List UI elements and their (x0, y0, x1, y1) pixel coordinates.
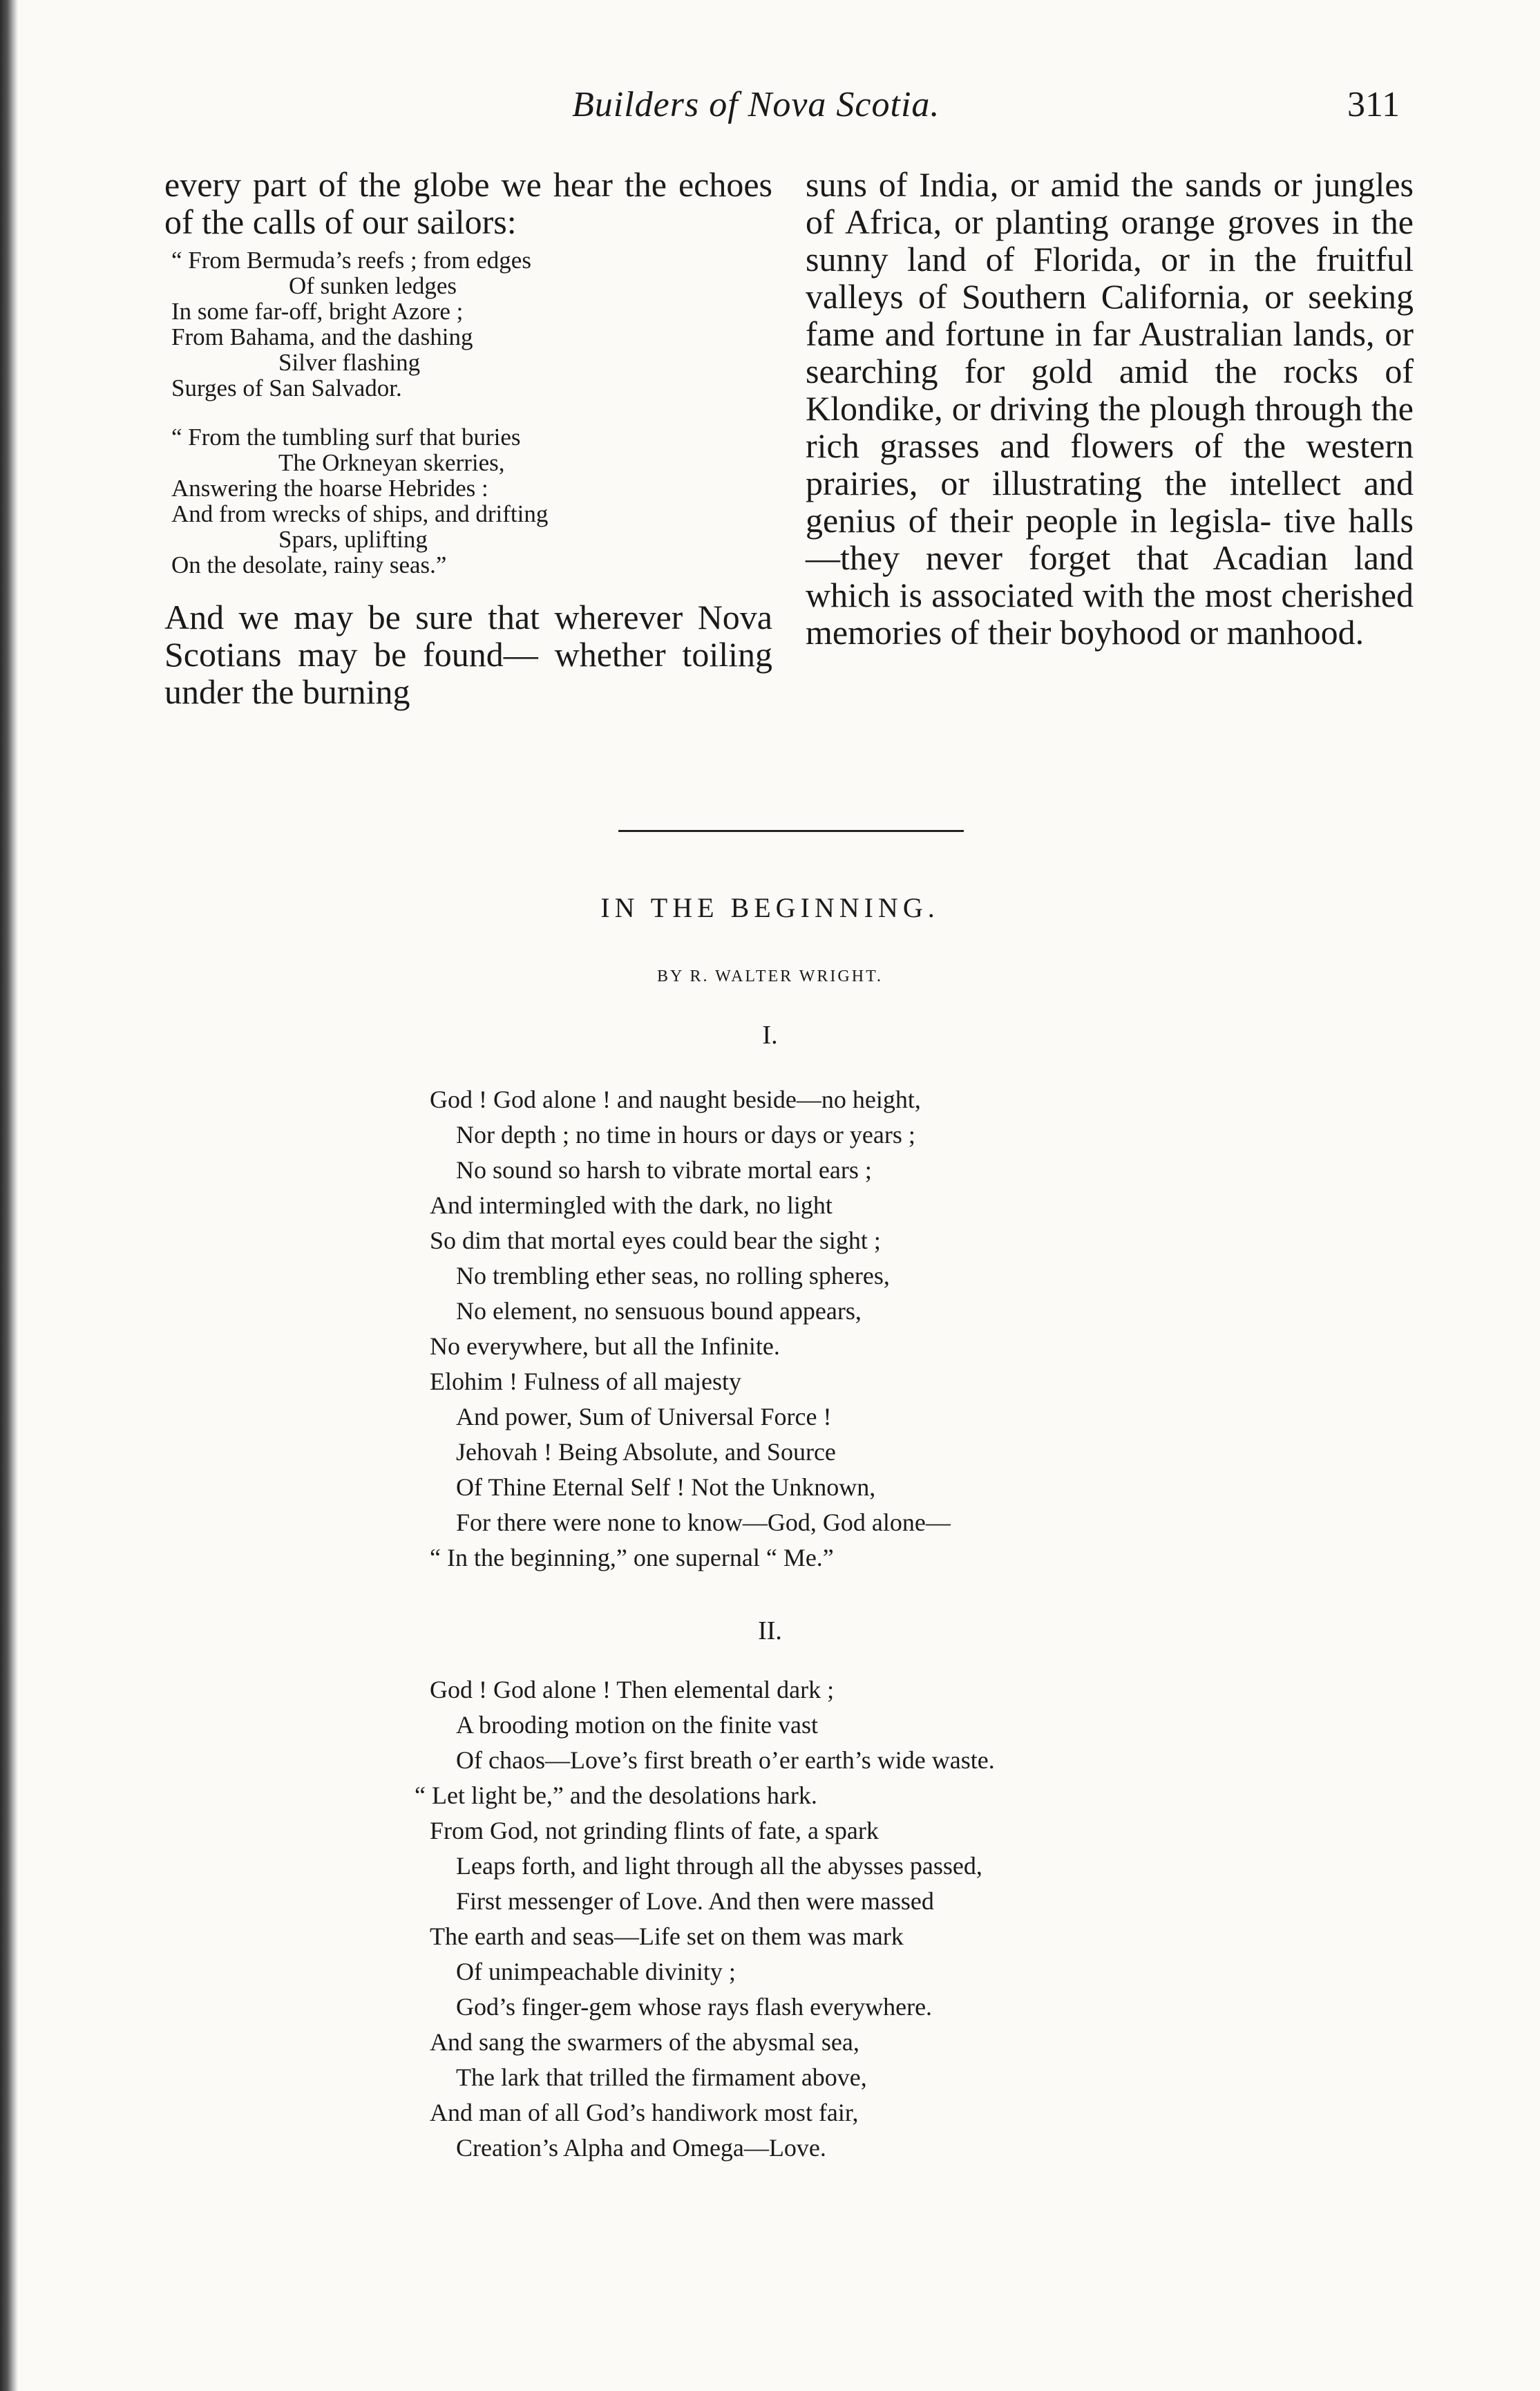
poem-line: From God, not grinding flints of fate, a spark (430, 1817, 879, 1844)
section-number-2: II. (758, 1616, 782, 1645)
poem-line: Of unimpeachable divinity ; (456, 1958, 736, 1985)
poem-line: And power, Sum of Universal Force ! (456, 1403, 832, 1430)
verse-line: The Orkneyan skerries, (278, 449, 505, 476)
left-intro-paragraph: every part of the globe we hear the echoes of the calls of our sailors: (164, 165, 772, 241)
section-divider (618, 830, 964, 832)
poem-line: And man of all God’s handiwork most fair, (430, 2099, 859, 2126)
poem-line: God ! God alone ! Then elemental dark ; (430, 1676, 835, 1703)
poem-line: No sound so harsh to vibrate mortal ears ; (456, 1156, 872, 1184)
verse-line: Of sunken ledges (289, 272, 457, 299)
poem-line: No everywhere, but all the Infinite. (430, 1332, 780, 1360)
poem-line: “ In the beginning,” one supernal “ Me.” (430, 1544, 834, 1571)
verse-line: In some far-off, bright Azore ; (171, 298, 464, 325)
left-closing-paragraph: And we may be sure that wherever Nova Scotians may be found— whether toiling under the burning (164, 598, 772, 711)
quoted-verse-1 (164, 247, 772, 401)
poem-line: God ! God alone ! and naught beside—no height, (430, 1086, 921, 1113)
poem-line: The earth and seas—Life set on them was mark (430, 1922, 904, 1950)
poem-line: Elohim ! Fulness of all majesty (430, 1368, 741, 1395)
poem-line: No trembling ether seas, no rolling spheres, (456, 1262, 890, 1289)
poem-line: First messenger of Love. And then were massed (456, 1887, 934, 1915)
verse-line: Silver flashing (278, 349, 421, 376)
poem-title: IN THE BEGINNING. (600, 892, 940, 923)
verse-line: From Bahama, and the dashing (171, 323, 473, 350)
poem-line: “ Let light be,” and the desolations hark. (415, 1782, 817, 1809)
verse-line: And from wrecks of ships, and drifting (171, 500, 549, 527)
running-title: Builders of Nova Scotia. (572, 85, 940, 124)
poem-byline: BY R. WALTER WRIGHT. (657, 967, 883, 985)
verse-line: Spars, uplifting (278, 526, 428, 553)
poem-line: The lark that trilled the firmament above, (456, 2063, 867, 2091)
poem-line: And intermingled with the dark, no light (430, 1191, 833, 1219)
running-head (0, 84, 1540, 140)
stanza-2 (415, 1672, 1259, 2166)
verse-line: “ From Bermuda’s reefs ; from edges (171, 247, 531, 274)
quoted-verse-2 (164, 424, 772, 578)
verse-line: Surges of San Salvador. (171, 375, 402, 401)
verse-line: On the desolate, rainy seas.” (171, 551, 447, 578)
poem-line: Leaps forth, and light through all the abysses passed, (456, 1852, 982, 1880)
poem-line: A brooding motion on the finite vast (456, 1711, 818, 1739)
left-column (164, 166, 772, 710)
poem-line: And sang the swarmers of the abysmal sea, (430, 2028, 859, 2056)
verse-line: Answering the hoarse Hebrides : (171, 475, 488, 502)
section-number-1: I. (762, 1021, 778, 1050)
poem-line: So dim that mortal eyes could bear the sight ; (430, 1227, 881, 1254)
poem-line: Creation’s Alpha and Omega—Love. (456, 2134, 826, 2162)
right-paragraph: suns of India, or amid the sands or jungles of Africa, or planting orange groves in the sunny land of Florida, or in the fruitful valleys of Southern California, or seeking fame and fortune in far Australian lands, or searching for gold amid the rocks of Klondike, or driving the plough through the rich grasses and flowers of the western prairies, or illustrating the intellect and genius of their people in legisla- tive halls—they never forget that Acadian land which is associated with the most cherished memories of their boyhood or manhood. (806, 165, 1414, 652)
poem-line: God’s finger-gem whose rays flash everywhere. (456, 1993, 933, 2021)
poem-line: Of chaos—Love’s first breath o’er earth’s wide waste. (456, 1746, 995, 1774)
poem-line: Jehovah ! Being Absolute, and Source (456, 1438, 836, 1466)
poem-line: Nor depth ; no time in hours or days or years ; (456, 1121, 915, 1149)
right-column (806, 166, 1414, 651)
stanza-1 (430, 1082, 1259, 1576)
page-number: 311 (1347, 85, 1400, 124)
poem-line: Of Thine Eternal Self ! Not the Unknown, (456, 1473, 876, 1501)
poem-line: No element, no sensuous bound appears, (456, 1297, 862, 1325)
verse-line: “ From the tumbling surf that buries (171, 424, 521, 451)
scan-edge (0, 0, 18, 2391)
poem-line: For there were none to know—God, God alone— (456, 1509, 951, 1536)
